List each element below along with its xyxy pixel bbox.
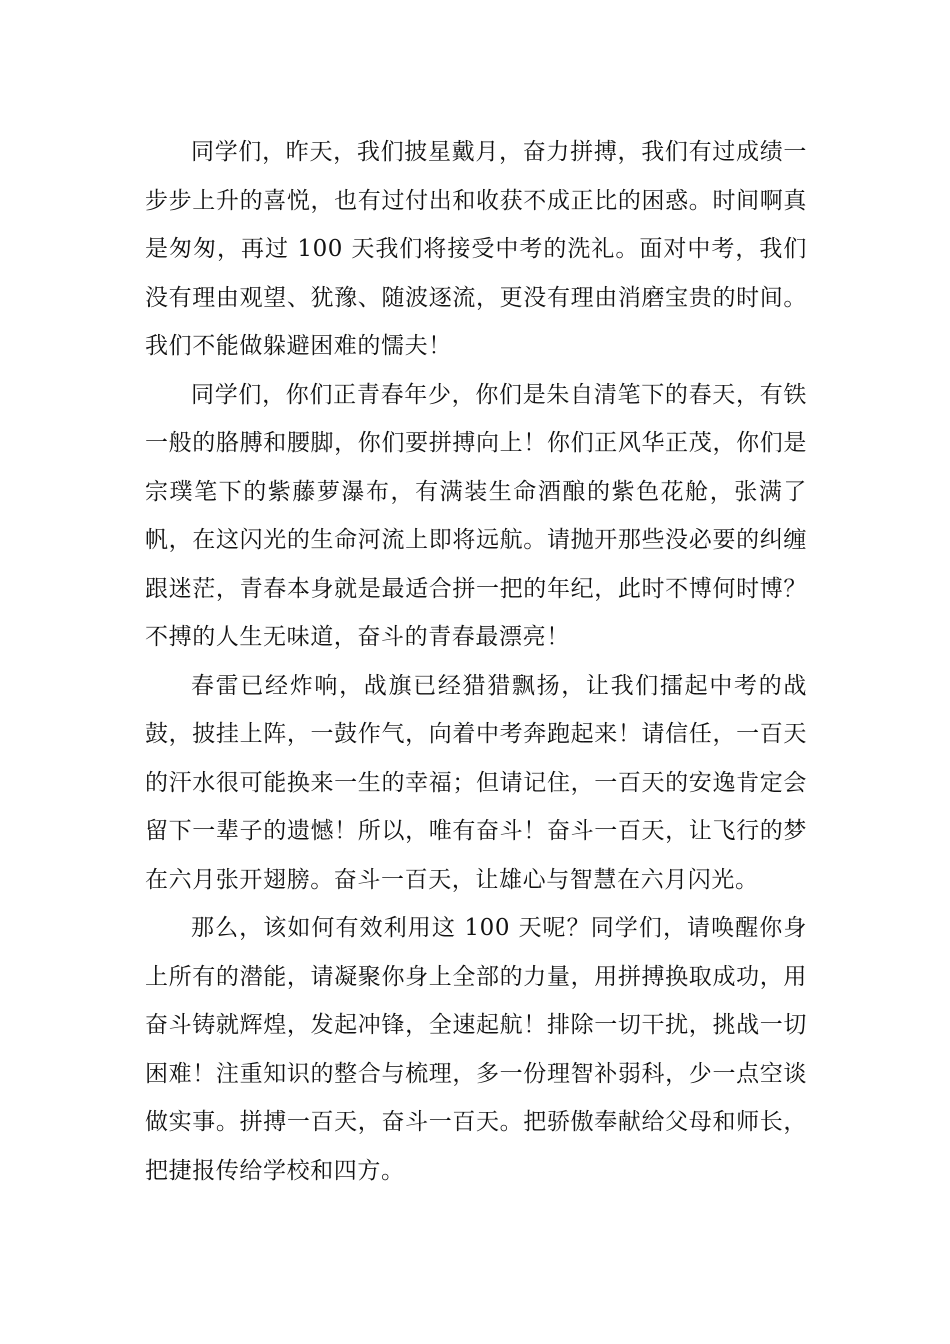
- paragraph-2: 同学们，你们正青春年少，你们是朱自清笔下的春天，有铁一般的胳膊和腰脚，你们要拼搏向上！你们正风华正茂，你们是宗璞笔下的紫藤萝瀑布，有满装生命酒酿的紫色花舱，张满了帆，在这闪光的生命河流上即将远航。请抛开那些没必要的纠缠跟迷茫，青春本身就是最适合拼一把的年纪，此时不博何时博？不搏的人生无味道，奋斗的青春最漂亮！: [145, 381, 807, 650]
- paragraph-4: 那么，该如何有效利用这 100 天呢？同学们，请唤醒你身上所有的潜能，请凝聚你身上全部的力量，用拼搏换取成功，用奋斗铸就辉煌，发起冲锋，全速起航！排除一切干扰，挑战一切困难！注重知识的整合与梳理，多一份理智补弱科，少一点空谈做实事。拼搏一百天，奋斗一百天。把骄傲奉献给父母和师长，把捷报传给学校和四方。: [145, 915, 807, 1184]
- document-body: [145, 128, 807, 1195]
- paragraph-1: 同学们，昨天，我们披星戴月，奋力拼搏，我们有过成绩一步步上升的喜悦，也有过付出和收获不成正比的困惑。时间啊真是匆匆，再过 100 天我们将接受中考的洗礼。面对中考，我们没有理由观望、犹豫、随波逐流，更没有理由消磨宝贵的时间。我们不能做躲避困难的懦夫！: [145, 139, 807, 359]
- paragraph-3: 春雷已经炸响，战旗已经猎猎飘扬，让我们擂起中考的战鼓，披挂上阵，一鼓作气，向着中考奔跑起来！请信任，一百天的汗水很可能换来一生的幸福；但请记住，一百天的安逸肯定会留下一辈子的遗憾！所以，唯有奋斗！奋斗一百天，让飞行的梦在六月张开翅膀。奋斗一百天，让雄心与智慧在六月闪光。: [145, 672, 807, 893]
